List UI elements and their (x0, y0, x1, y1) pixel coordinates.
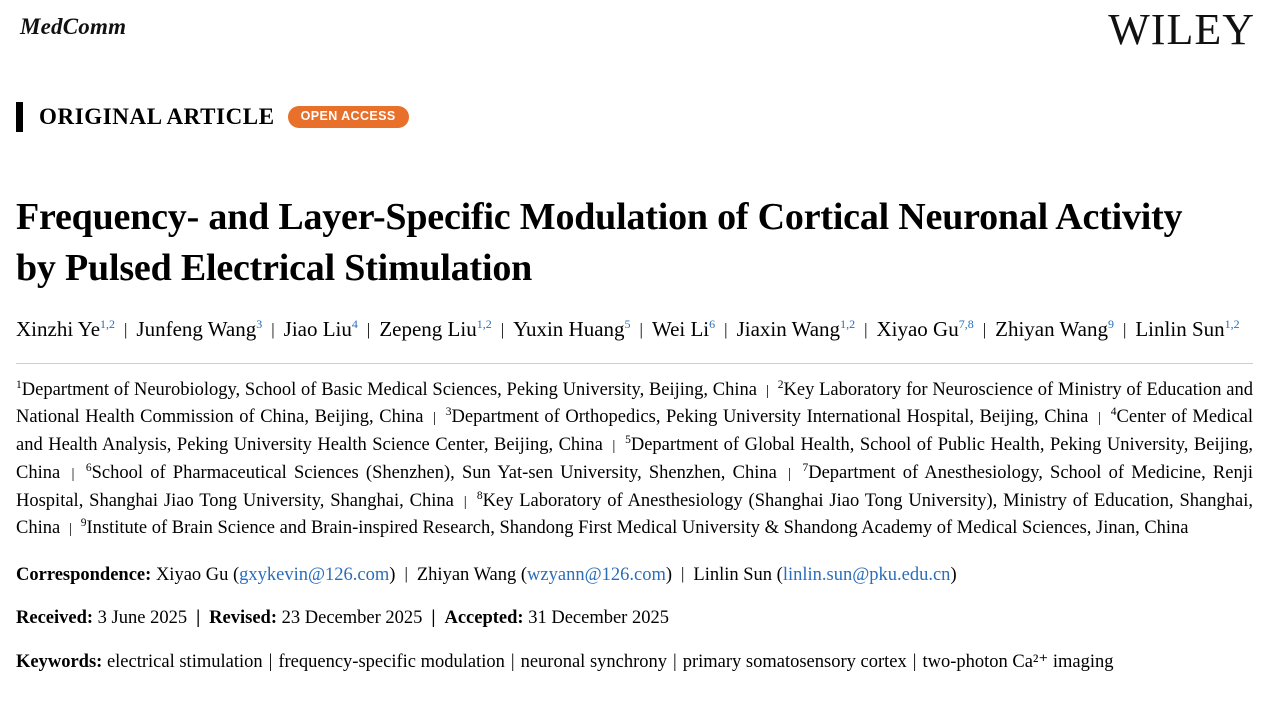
correspondence-paren: ) (950, 565, 957, 586)
affiliation-marker: 6 (85, 461, 92, 474)
author-label: Yuxin Huang (513, 317, 625, 342)
masthead (0, 0, 1269, 76)
affiliation-separator: | (428, 410, 441, 427)
keywords-label: Keywords: (16, 651, 107, 672)
author-name (652, 317, 715, 341)
affiliation-separator: | (781, 465, 798, 482)
author-label: Xiyao Gu (876, 317, 959, 342)
author-separator: | (124, 320, 128, 340)
affiliation-text: Key Laboratory for Neuroscience of Ministry of Education and National Health Commission of China, Beijing, China (16, 379, 1254, 428)
author-name (136, 317, 262, 341)
affiliation-separator: | (607, 438, 621, 455)
author-separator: | (366, 320, 371, 340)
affiliation-marker: 8 (476, 489, 483, 502)
affiliation-text: School of Pharmaceutical Sciences (Shenzhen), Sun Yat-sen University, Shenzhen, China (91, 462, 777, 483)
author-affiliation-marker: 3 (256, 317, 263, 332)
author-label: Xinzhi Ye (16, 317, 101, 342)
keywords-block (16, 649, 1253, 677)
article-type-row (0, 100, 1269, 134)
affiliation-text: Center of Medical and Health Analysis, Peking University Health Science Center, Beijing, China (16, 407, 1253, 456)
affiliation-separator: | (65, 465, 81, 482)
author-label: Jiao Liu (283, 317, 352, 342)
affiliation-text: Department of Anesthesiology, School of Medicine, Renji Hospital, Shanghai Jiao Tong University, Shanghai, China (16, 462, 1254, 511)
affiliation-item (16, 380, 757, 400)
author-affiliation-marker: 1,2 (100, 317, 116, 332)
affiliation-separator: | (65, 521, 76, 538)
correspondence-block (16, 562, 1253, 590)
author-label: Zhiyan Wang (995, 317, 1108, 342)
author-name (379, 317, 491, 341)
correspondence-paren: ) (665, 565, 673, 586)
keyword-separator: | (510, 651, 515, 672)
journal-name: MedComm (20, 14, 127, 39)
author-name (995, 317, 1114, 341)
keyword-separator: | (673, 651, 677, 672)
author-affiliation-marker: 1,2 (476, 317, 492, 332)
author-separator: | (864, 320, 868, 340)
date-value-received: 3 June 2025 (97, 607, 188, 628)
affiliation-marker: 7 (802, 461, 809, 474)
correspondence-label: Correspondence: (16, 565, 156, 586)
affiliation-marker: 3 (445, 406, 452, 419)
author-list (16, 313, 1253, 347)
affiliation-marker: 5 (625, 434, 631, 446)
author-separator: | (982, 320, 987, 340)
affiliation-item (81, 518, 1189, 538)
affiliation-separator: | (458, 493, 472, 510)
affiliation-item (446, 407, 1089, 427)
date-label-received: Received: (16, 607, 98, 628)
keyword-item: neuronal synchrony (520, 651, 668, 672)
author-name (513, 317, 630, 341)
affiliation-separator: | (1093, 410, 1106, 427)
author-name (16, 317, 115, 341)
correspondence-separator: | (404, 564, 408, 584)
correspondence-email-link[interactable]: linlin.sun@pku.edu.cn (782, 565, 951, 586)
author-name (737, 317, 856, 341)
author-name (1135, 317, 1239, 341)
date-separator: | (431, 607, 436, 628)
affiliation-list (16, 377, 1253, 544)
publisher-logo: WILEY (1108, 5, 1255, 54)
affiliation-text: Department of Orthopedics, Peking University International Hospital, Beijing, China (451, 407, 1089, 428)
keyword-item: two-photon Ca²⁺ imaging (922, 651, 1114, 672)
correspondence-paren: ) (389, 565, 396, 586)
author-separator: | (1122, 320, 1127, 340)
affiliation-marker: 9 (80, 517, 87, 530)
author-separator: | (271, 320, 275, 340)
affiliation-separator: | (761, 382, 773, 399)
author-label: Zepeng Liu (379, 317, 477, 342)
article-type-bar-marker (16, 102, 23, 132)
author-label: Junfeng Wang (136, 317, 257, 342)
date-value-revised: 23 December 2025 (281, 607, 423, 628)
author-label: Linlin Sun (1135, 317, 1225, 342)
keyword-separator: | (912, 651, 917, 672)
author-label: Jiaxin Wang (736, 317, 841, 342)
affiliation-text: Department of Neurobiology, School of Basic Medical Sciences, Peking University, Beijing, China (21, 379, 757, 400)
author-name (876, 317, 973, 341)
affiliation-text: Department of Global Health, School of Public Health, Peking University, Beijing, China (16, 435, 1253, 483)
correspondence-name: Linlin Sun ( (693, 565, 783, 586)
keyword-item: electrical stimulation (106, 651, 263, 672)
affiliation-marker: 4 (1110, 406, 1117, 419)
date-label-revised: Revised: (209, 607, 282, 628)
date-label-accepted: Accepted: (444, 607, 529, 628)
author-affiliation-marker: 5 (624, 317, 631, 332)
author-label: Wei Li (651, 317, 710, 342)
author-affiliation-marker: 1,2 (840, 317, 856, 332)
affiliation-marker: 2 (777, 378, 784, 391)
author-affiliation-marker: 6 (709, 317, 716, 332)
author-name (284, 317, 358, 341)
author-separator: | (500, 320, 505, 340)
affiliation-text: Key Laboratory of Anesthesiology (Shanghai Jiao Tong University), Ministry of Education, Shanghai, China (16, 490, 1253, 539)
author-affiliation-marker: 4 (351, 317, 358, 332)
author-separator: | (639, 320, 643, 340)
author-affiliation-marker: 7,8 (958, 317, 974, 332)
correspondence-name: Xiyao Gu ( (155, 565, 240, 586)
affiliation-text: Institute of Brain Science and Brain-inspired Research, Shandong First Medical University & Shandong Academy of Medical Sciences, Jinan, China (86, 518, 1189, 539)
keyword-separator: | (268, 651, 273, 672)
divider-rule (16, 363, 1253, 364)
author-affiliation-marker: 9 (1107, 317, 1114, 332)
correspondence-email-link[interactable]: gxykevin@126.com (239, 565, 390, 586)
author-separator: | (724, 320, 728, 340)
keyword-item: primary somatosensory cortex (682, 651, 907, 672)
date-separator: | (196, 607, 201, 628)
article-type-label: ORIGINAL ARTICLE (39, 104, 275, 129)
affiliation-marker: 1 (16, 378, 22, 391)
keyword-item: frequency-specific modulation (278, 651, 505, 672)
article-dates (16, 605, 1253, 633)
date-value-accepted: 31 December 2025 (528, 607, 669, 628)
page-title: Frequency- and Layer-Specific Modulation of Cortical Neuronal Activity by Pulsed Electrical Stimulation (16, 196, 1183, 289)
affiliation-item (86, 463, 777, 483)
correspondence-name: Zhiyan Wang ( (416, 565, 528, 586)
correspondence-separator: | (681, 564, 685, 584)
open-access-badge: OPEN ACCESS (288, 106, 409, 128)
author-affiliation-marker: 1,2 (1224, 317, 1240, 332)
correspondence-email-link[interactable]: wzyann@126.com (527, 565, 666, 586)
